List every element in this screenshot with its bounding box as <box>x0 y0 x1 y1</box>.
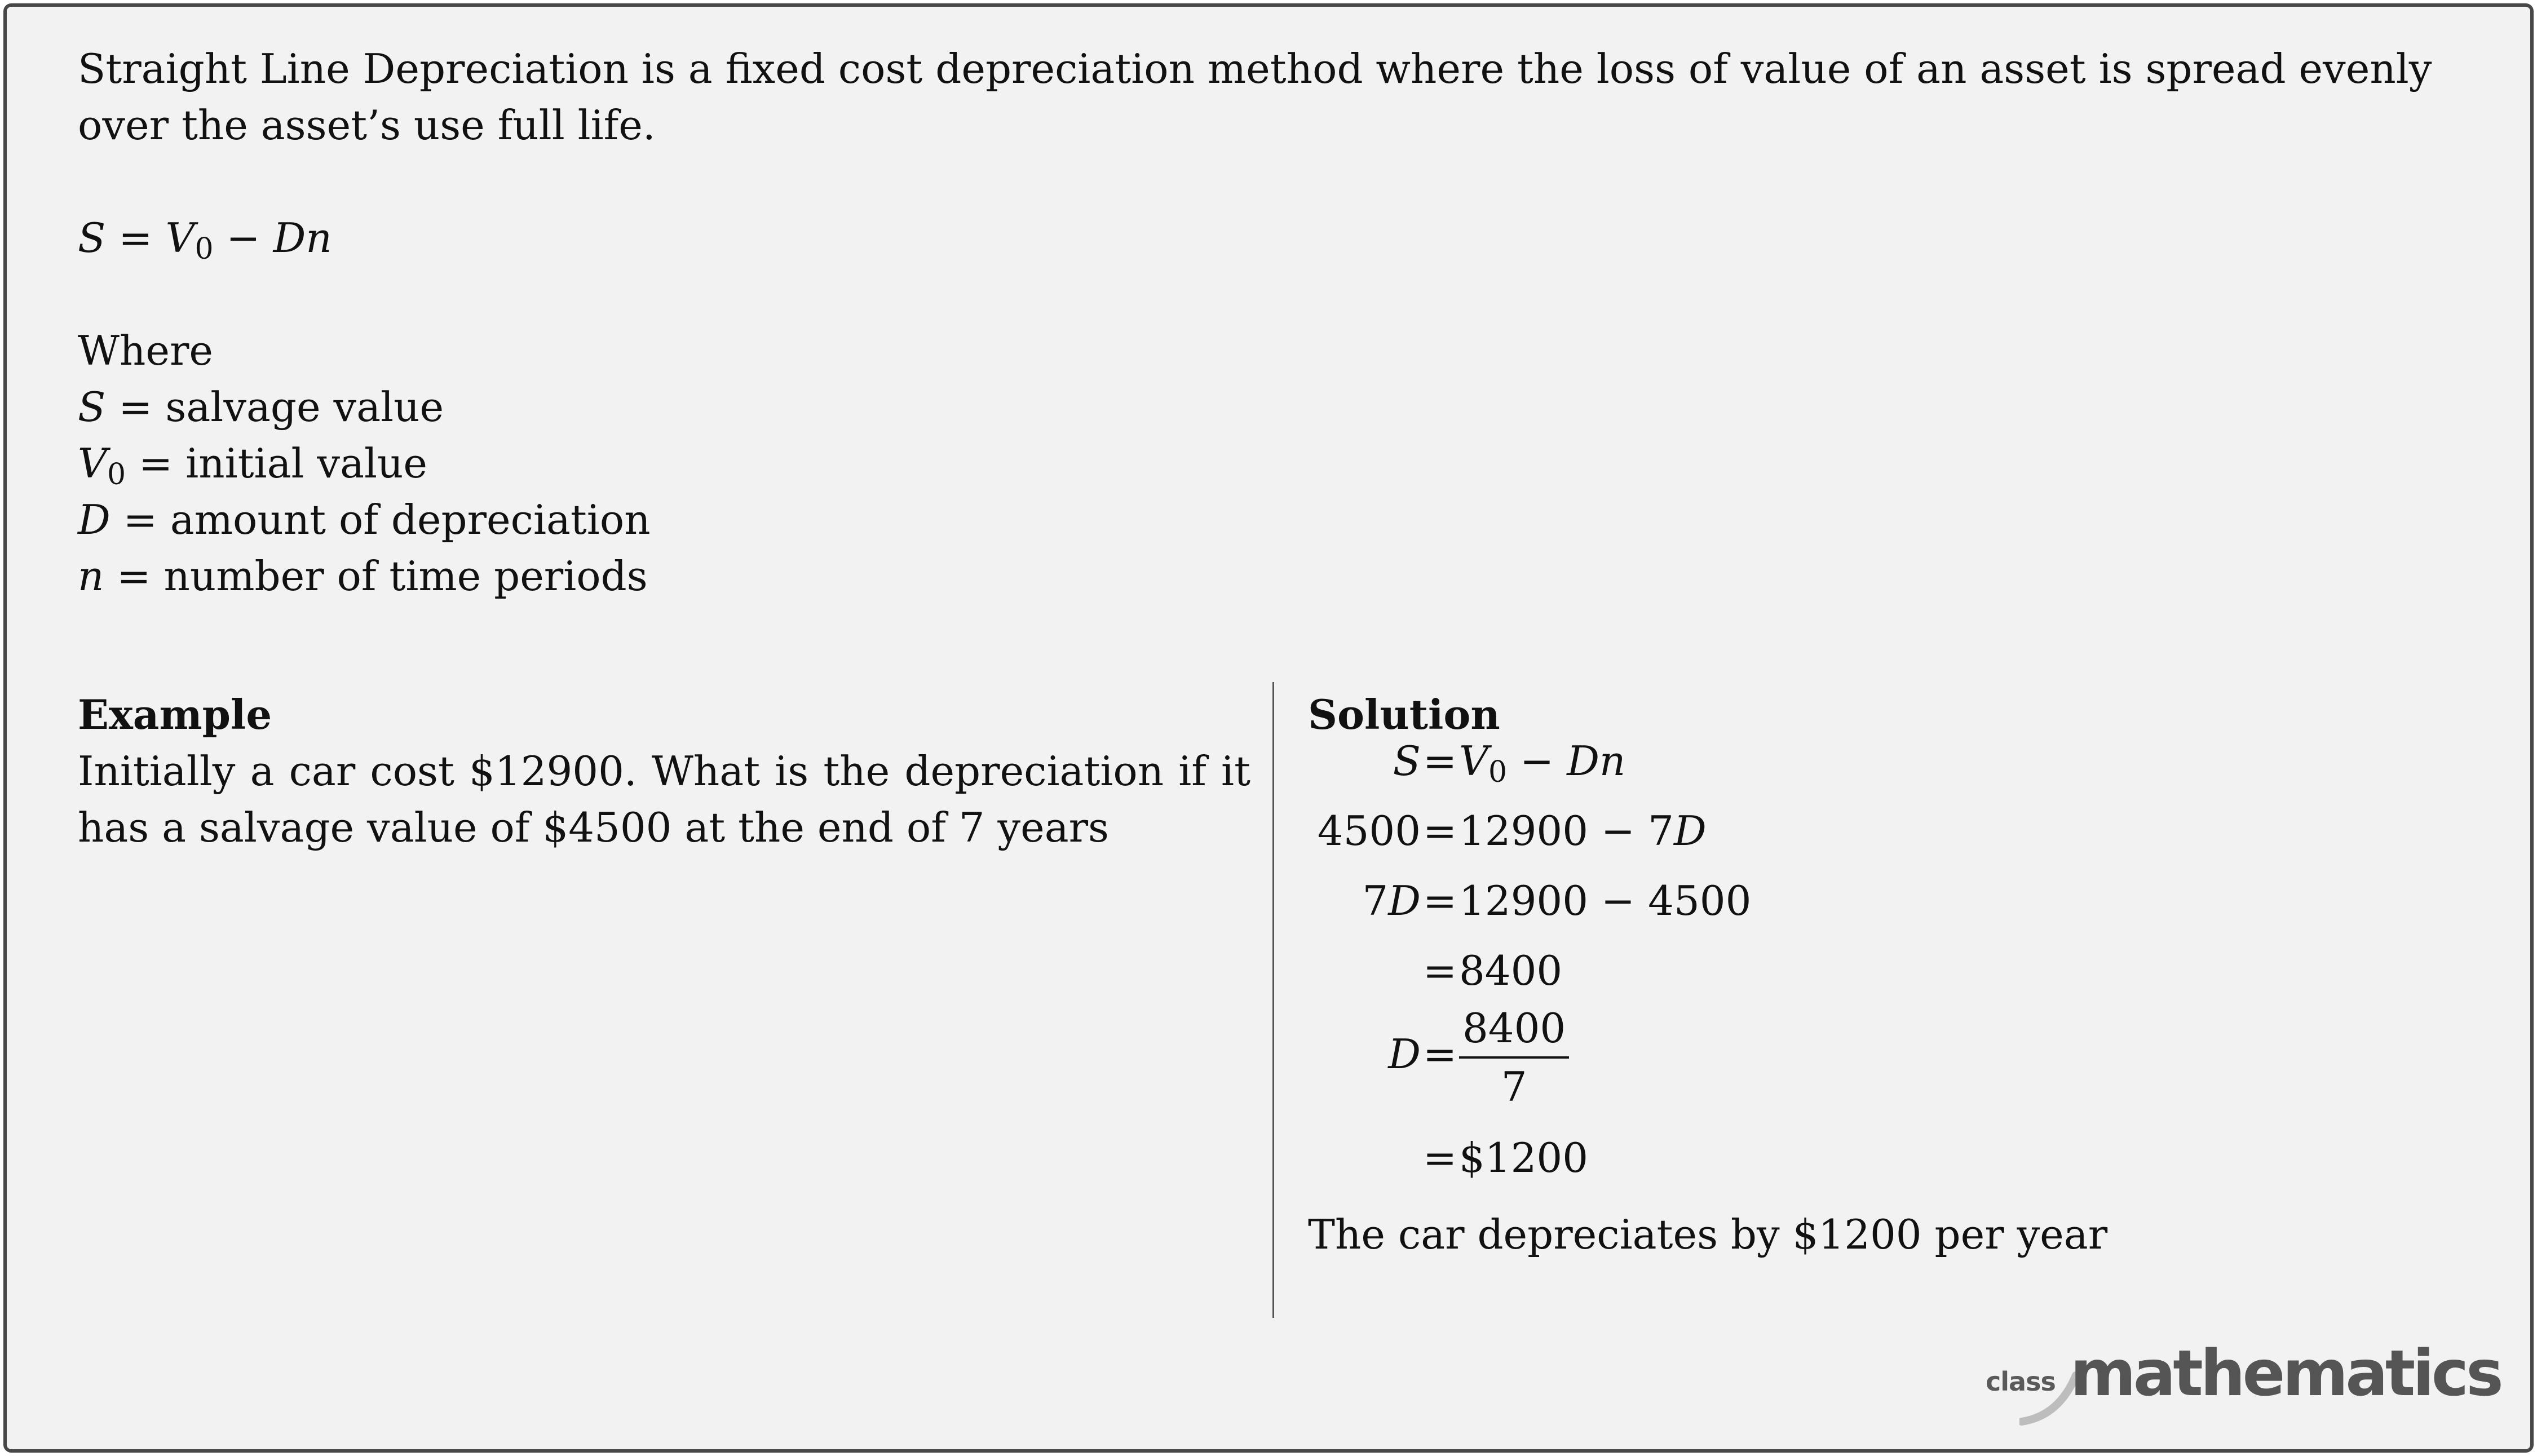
formula-equals: = <box>105 214 166 262</box>
solution-step-1 <box>1308 733 1625 789</box>
solution-conclusion: The car depreciates by $1200 per year <box>1308 1211 2108 1258</box>
definition-item <box>78 492 651 548</box>
definitions-list <box>78 322 651 604</box>
definition-symbol: V <box>78 440 107 487</box>
fraction-numerator: 8400 <box>1459 1008 1569 1059</box>
step-equals: = <box>1422 1030 1457 1078</box>
definition-symbol: S <box>78 383 106 431</box>
fraction-denominator: 7 <box>1501 1063 1527 1110</box>
step-lhs: S <box>1393 737 1421 785</box>
solution-step-4 <box>1308 942 1562 999</box>
logo-mathematics-text: mathematics <box>2070 1337 2501 1410</box>
definition-text: = salvage value <box>105 383 444 431</box>
step-lhs: 4500 <box>1317 807 1421 855</box>
step-rhs: 12900 − 4500 <box>1459 877 1752 924</box>
step-equals: = <box>1422 807 1457 855</box>
solution-step-3 <box>1308 873 1751 929</box>
content-card <box>3 3 2534 1453</box>
definitions-heading: Where <box>78 327 214 374</box>
solution-step-2 <box>1308 803 1707 859</box>
definition-text: = amount of depreciation <box>110 496 651 543</box>
formula-dn: Dn <box>273 214 332 262</box>
step-lhs: D <box>1388 1030 1421 1078</box>
step-rhs: − Dn <box>1507 737 1626 785</box>
step-equals: = <box>1422 947 1457 994</box>
solution-step-6 <box>1308 1130 1588 1186</box>
definition-item <box>78 435 651 492</box>
step-rhs: $1200 <box>1459 1134 1589 1181</box>
step-equals: = <box>1422 737 1457 785</box>
step-equals: = <box>1422 1134 1457 1181</box>
solution-heading: Solution <box>1308 691 1500 738</box>
step-sub: 0 <box>1488 755 1508 789</box>
example-heading: Example <box>78 691 272 738</box>
intro-paragraph: Straight Line Depreciation is a fixed cost depreciation method where the loss of value of an asset is spread evenly over the asset’s use full life. <box>78 45 2432 149</box>
example-section <box>78 687 1250 856</box>
step-var: D <box>1388 877 1421 924</box>
step-rhs: 8400 <box>1459 947 1563 994</box>
definition-item <box>78 379 651 435</box>
definition-symbol: D <box>78 496 111 543</box>
column-divider <box>1272 682 1274 1318</box>
definition-text: = number of time periods <box>104 552 648 600</box>
definition-item <box>78 548 651 604</box>
formula-s: S <box>78 214 106 262</box>
classmathematics-logo <box>1986 1337 2501 1422</box>
formula-minus: − <box>213 214 273 262</box>
formula-sub: 0 <box>195 232 214 266</box>
fraction <box>1459 1004 1569 1110</box>
step-var: V <box>1459 737 1488 785</box>
example-text: Initially a car cost $12900. What is the depreciation if it has a salvage value of $4500 at the end of 7 years <box>78 747 1250 851</box>
step-rhs: 12900 − 7 <box>1459 807 1674 855</box>
definition-subscript: 0 <box>107 458 126 492</box>
formula-v: V <box>165 214 195 262</box>
step-equals: = <box>1422 877 1457 924</box>
main-formula <box>78 210 332 266</box>
step-lhs: 7 <box>1362 877 1389 924</box>
logo-class-text: class <box>1986 1366 2056 1397</box>
definition-text: = initial value <box>126 440 428 487</box>
solution-step-5 <box>1308 1004 1569 1110</box>
definition-symbol: n <box>78 552 104 600</box>
step-var: D <box>1673 807 1707 855</box>
